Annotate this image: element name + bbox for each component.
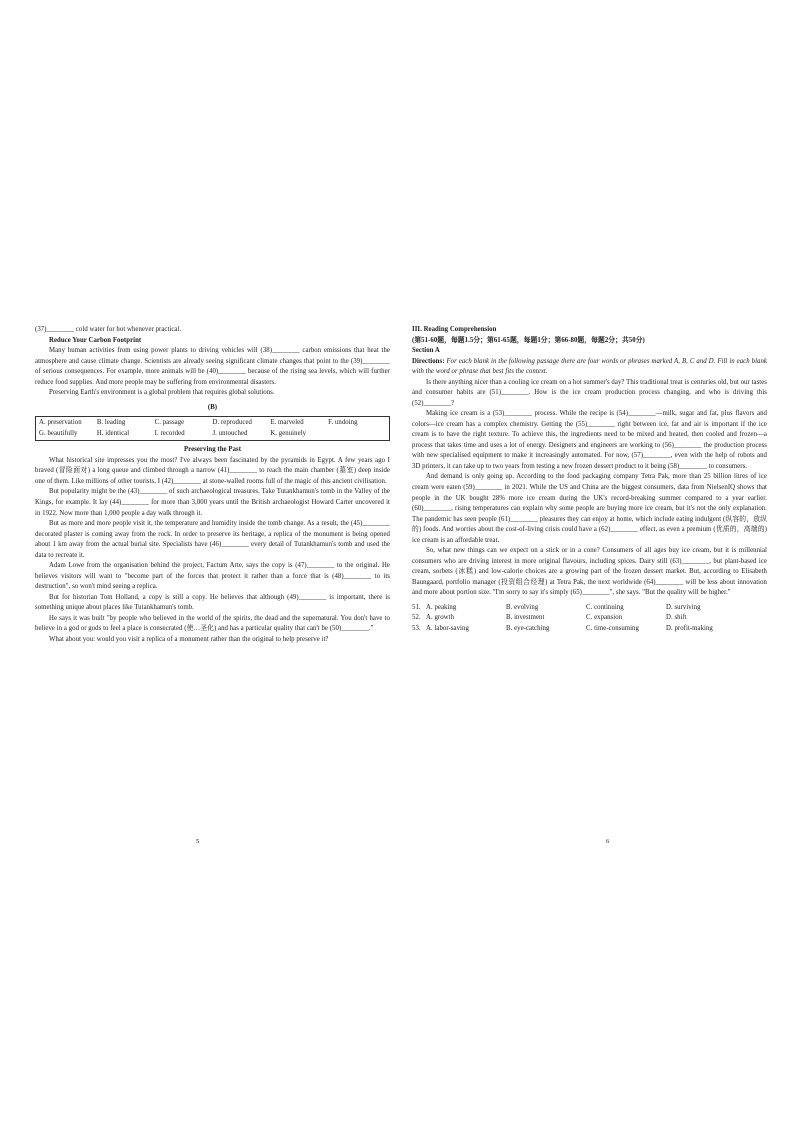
section-b-label: (B): [207, 403, 218, 411]
ice-paragraph-1: Is there anything nicer than a cooling ice cream on a hot summer's day? This traditional treat is centuries old, but our tastes and consumer habits are (51)________. How is the ice cream production process changing, and who is driving this (52)________?: [412, 378, 767, 407]
option-b: B. eye-catching: [506, 624, 550, 632]
question-number: 51.: [412, 603, 421, 611]
word-option: J. untouched: [212, 429, 248, 437]
past-paragraph-5: But for historian Tom Holland, a copy is still a copy. He believes that although (49)________ is important, there is something unique about places like Tutankhamun's tomb.: [35, 593, 390, 612]
past-paragraph-3: But as more and more people visit it, the temperature and humidity inside the tomb change. As a result, the (45)________ decorated plaster is coming away from the rock. In order to preserve its heritage, a replica of the monument is being opened about 1 km away from the actual burial site. Specialists have (46)________ every detail of Tutankhamun's tomb and used the data to recreate it.: [35, 520, 390, 559]
carbon-paragraph-2: Preserving Earth's environment is a global problem that requires global solutions.: [49, 389, 275, 397]
options-row-51: [412, 603, 767, 614]
section-a-label: Section A: [412, 347, 440, 355]
ice-paragraph-2: Making ice cream is a (53)________ process. While the recipe is (54)________—milk, sugar and fat, plus flavors and colors—ice cream has a complex chemistry. Getting the (55)________ right between ice, fat and air is important if the ice cream is to have the right texture. To achieve this, the ingredients need to be mixed and heated, then cooled and frozen—a process that takes time and uses a lot of energy. Designers and engineers are working to (56)________ the production process with new specialised equipment to make it increasingly automated. For now, (57)________, even with the help of robots and 3D printers, it can take up to two years from testing a new frozen dessert product to it being (58)________ to consumers.: [412, 410, 767, 470]
right-page: [412, 325, 767, 634]
section-heading: III. Reading Comprehension: [412, 326, 497, 333]
past-paragraph-1: What historical site impresses you the most? I've always been fascinated by the pyramids in Egypt. A few years ago I braved (冒险面对) a long queue and climbed through a narrow (41)________ to reach the main chamber (墓室) deep inside one of them. Like millions of other tourists, I (42)________ at stone-walled rooms full of the magic of this ancient civilisation.: [35, 456, 390, 485]
carry-over-line: (37)________ cold water for hot whenever practical.: [35, 326, 182, 333]
score-note: (第51-60题，每题1.5分；第61-65题，每题1分；第66-80题，每题2分；共50分): [412, 336, 645, 344]
directions-text: For each blank in the following passage there are four words or phrases marked A, B, C and D. Fill in each blank with the word or phrase that best fits the context.: [412, 357, 767, 376]
page-number-left: 5: [196, 838, 200, 845]
word-option: D. reproduced: [212, 419, 253, 427]
option-b: B. investment: [506, 614, 545, 622]
word-option: G. beautifully: [39, 429, 78, 437]
directions: [412, 357, 767, 378]
option-c: C. continuing: [586, 603, 624, 611]
past-paragraph-2: But popularity might be the (43)________ of such archaeological treasures. Take Tutankhamun's tomb in the Valley of the Kings, for example. It lay (44)________ for more than 3,000 years until the British archaeologist Howard Carter uncovered it in 1922. Now more than 1,000 people a day walk through it.: [35, 488, 390, 517]
carbon-paragraph-1: Many human activities from using power plants to driving vehicles will (38)________ carbon emissions that heat the atmosphere and cause climate change. Scientists are already seeing significant climate changes that point to the (39)________ of serious consequences. For example, more animals will be (40)________ because of the rising sea levels, which will further reduce food supplies. And more people may be suffering from environmental disasters.: [35, 347, 390, 386]
word-option: C. passage: [154, 419, 185, 427]
option-c: C. expansion: [586, 614, 623, 622]
option-d: D. profit-making: [666, 624, 713, 632]
carbon-title: Reduce Your Carbon Footprint: [49, 336, 142, 344]
word-option: K. genuinely: [270, 429, 307, 437]
word-option: E. marveled: [270, 419, 304, 427]
option-a: A. peaking: [426, 603, 457, 611]
option-a: A. growth: [426, 614, 455, 622]
past-paragraph-7: What about you: would you visit a replica of a monument rather than the original to help preserve it?: [49, 635, 329, 643]
option-c: C. time-consuming: [586, 624, 639, 632]
option-a: A. labor-saving: [426, 624, 469, 632]
word-option: F. undoing: [328, 419, 358, 427]
options-row-53: [412, 624, 767, 635]
page-number-right: 6: [606, 838, 610, 845]
question-number: 52.: [412, 614, 421, 622]
word-bank-row-1: [39, 418, 386, 429]
word-option: B. leading: [96, 419, 126, 427]
left-page: [35, 325, 390, 645]
word-bank-row-2: [39, 429, 386, 440]
option-b: B. evolving: [506, 603, 539, 611]
word-option: I. recorded: [154, 429, 185, 437]
options-row-52: [412, 613, 767, 624]
option-d: D. shift: [666, 614, 687, 622]
past-title: Preserving the Past: [183, 446, 242, 454]
word-option: A. preservation: [39, 419, 82, 427]
word-bank-box: [35, 416, 390, 441]
directions-label: Directions:: [412, 357, 445, 365]
ice-paragraph-3: And demand is only going up. According to the food packaging company Tetra Pak, more than 25 billion litres of ice cream were eaten (59)________ in 2021. While the US and China are the biggest consumers, data from NielsenIQ shows that people in the UK bought 28% more ice cream during the UK's record-breaking summer compared to a year earlier. (60)________, rising temperatures can explain why some people are buying more ice cream, but it's not the only explanation. The pandemic has seen people (61)________ pleasures they can enjoy at home, which include eating indulgent (纵容的，放纵的) foods. And worries about the cost-of-living crisis could have a (62)________ effect, as even a premium (优质的，高端的) ice cream is an affordable treat.: [412, 473, 767, 544]
ice-paragraph-4: So, what new things can we expect on a stick or in a cone? Consumers of all ages buy ice cream, but it is millennial consumers who are driving interest in more original flavours, including spices. Dairy still (63)________, but plant-based ice cream, sorbets (冰糕) and low-calorie choices are a growing part of the frozen dessert market. But, according to Elisabeth Baungaard, portfolio manager (投资组合经理) at Tetra Pak, the next worldwide (64)________ will be less about innovation and more about portion size. "I'm sorry to say it's simply (65)________", she says. "But the quality will be higher.": [412, 547, 767, 597]
past-paragraph-4: Adam Lowe from the organisation behind the project, Factum Arte, says the copy is (47)________ to the original. He believes visitors will want to "become part of the forces that protect it rather than a force that is (48)________ to its destruction", so won't mind seeing a replica.: [35, 562, 390, 591]
question-number: 53.: [412, 624, 421, 632]
option-d: D. surviving: [666, 603, 701, 611]
word-option: H. identical: [96, 429, 130, 437]
past-paragraph-6: He says it was built "by people who believed in the world of the spirits, the dead and the supernatural. You don't have to believe in a god or gods to feel a place is consecrated (使…圣化) and has a particular quality that can't be (50)________.": [35, 614, 390, 633]
